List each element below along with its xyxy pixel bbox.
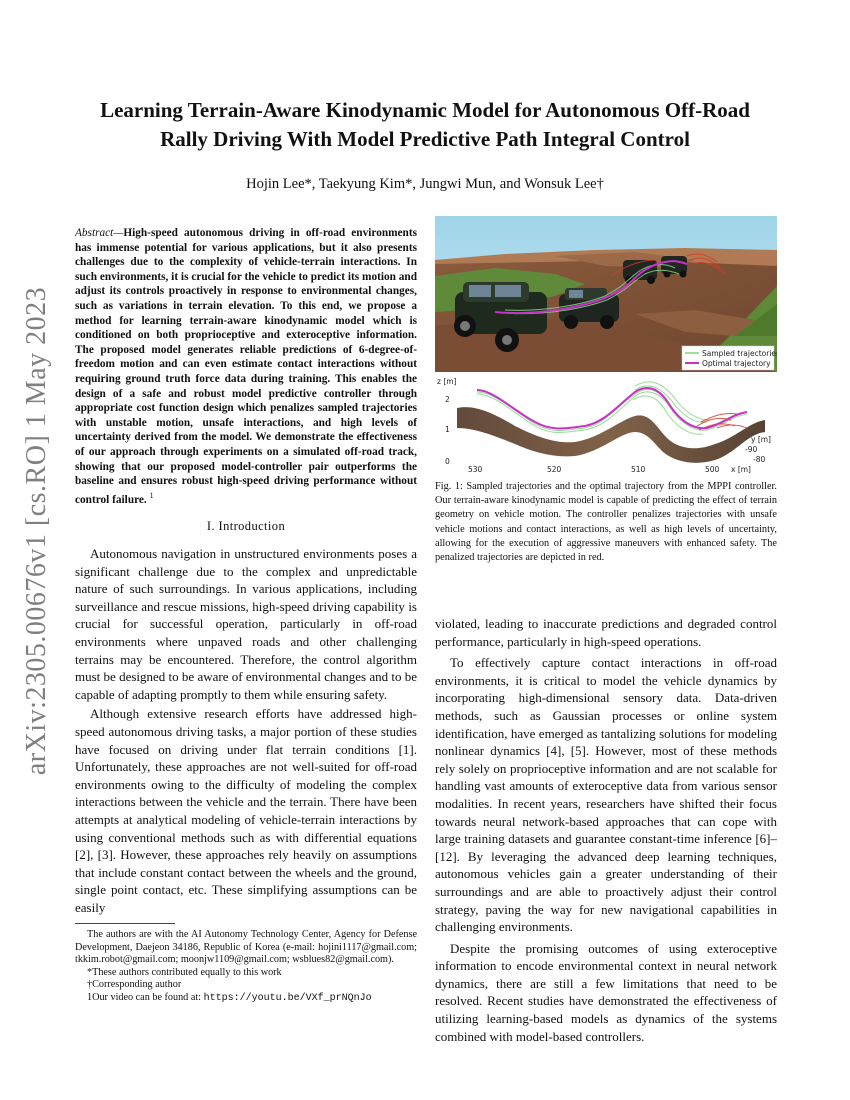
body-paragraph: violated, leading to inaccurate predictions and degraded control performance, particularly in high-speed operations. [435,616,777,649]
y-tick: -80 [753,455,766,464]
figure-1-graphic [435,216,777,478]
z-tick: 0 [445,457,450,466]
right-column-body [435,615,777,1045]
body-paragraph: To effectively capture contact interactions in off-road environments, it is critical to model the vehicle dynamics by incorporating high-dimensional sensory data. Data-driven methods, such as Gaussian processes or online system identification, have emerged as tantalizing solutions for modeling nonlinear dynamics [4], [5]. However, most of these methods rely solely on proprioceptive information and are not scalable for handling vast amounts of exteroceptive data from various sensor modalities. In recent years, researchers have shifted their focus towards neural network-based approaches that can cope with large training datasets and guarantee constant-time inference [6]–[12]. By leveraging the advanced deep learning techniques, autonomous vehicles gain a greater understanding of their surroundings and are able to proactively adjust their control strategy, paving the way for new navigational capabilities in challenging environments. [435,655,777,935]
footnote-equal-contribution: *These authors contributed equally to this work [87,966,282,978]
abstract-label: Abstract— [75,227,124,239]
section-heading-introduction: I. Introduction [206,519,286,533]
figure-caption: Fig. 1: Sampled trajectories and the optimal trajectory from the MPPI controller. Our terrain-aware kinodynamic model is capable of predicting the effect of terrain geometry on vehicle motion. The controller penalizes trajectories with unsafe vehicle motions and contact interactions, as well as high levels of uncertainty, allowing for the execution of aggressive maneuvers with enhanced safety. The penalized trajectories are depicted in red. [435,481,777,564]
footnote-affiliation: The authors are with the AI Autonomy Technology Center, Agency for Defense Development, Daejeon 34186, Republic of Korea (e-mail: hojini1117@gmail.com; tkkim.robot@gmail.com; moonjw1109@gmail.com; wsblues82@gmail.com). [75,929,417,966]
x-tick: 500 [705,465,720,474]
intro-paragraph: Autonomous navigation in unstructured environments poses a significant challenge due to the complex and unpredictable nature of such surroundings. In various applications, including surveillance and rescue missions, high-speed driving capability is crucial for successful operation, particularly in off-road environments where unpaved roads and other challenging terrains may be encountered. Therefore, the control algorithm must be designed to be aware of environmental changes and to be capable of adapting promptly to them while ensuring safety. [75,546,417,702]
footnote-video-label: 1Our video can be found at: [87,991,204,1003]
x-tick: 510 [631,465,646,474]
z-axis-label: z [m] [437,377,457,386]
trajectory-plot [437,377,771,474]
y-axis-label: y [m] [751,435,771,444]
footnote-video [75,992,417,1006]
author-list: Hojin Lee*, Taekyung Kim*, Jungwi Mun, and Wonsuk Lee† [246,176,604,192]
z-tick: 1 [445,425,450,434]
arxiv-id-text: arXiv:2305.00676v1 [cs.RO] 1 May 2023 [21,286,52,776]
body-paragraph: Despite the promising outcomes of using exteroceptive information to encode environmental context in neural network dynamics, there are still a few limitations that need to be resolved. Recent studies have demonstrated the effectiveness of utilizing learning-based models as dynamics of the systems combined with model-based controllers. [435,940,777,1044]
x-tick: 520 [547,465,562,474]
x-axis-label: x [m] [731,465,751,474]
video-link[interactable]: https://youtu.be/VXf_prNQnJo [203,992,372,1004]
introduction-body [75,545,417,916]
abstract-footnote-mark: 1 [149,490,154,500]
footnote-rule [75,923,175,924]
z-tick: 2 [445,395,450,404]
legend-sampled-label: Sampled trajectories [702,349,777,358]
terrain-ribbon [457,407,765,463]
footnotes [75,929,417,1006]
title-line-1: Learning Terrain-Aware Kinodynamic Model for Autonomous Off-Road [100,98,750,122]
intro-paragraph: Although extensive research efforts have addressed high-speed autonomous driving tasks, a major portion of these studies have focused on driving under flat terrain conditions [1]. Unfortunately, these approaches are not well-suited for off-road environments owing to the difficulty of modeling the complex interactions between the vehicle and the terrain. There have been attempts at analytical modeling of vehicle-terrain interactions by using conventional methods such as with differential equations [2], [3]. However, these approaches rely heavily on assumptions that include constant contact between the wheels and the ground, single point contact, etc. These simplifying assumptions can be easily [75,706,417,915]
figure-1 [435,216,777,478]
footnote-corresponding: †Corresponding author [87,979,182,991]
legend-optimal-label: Optimal trajectory [702,359,771,368]
arxiv-identifier [10,248,64,814]
figure-legend [682,346,777,370]
abstract-text: High-speed autonomous driving in off-road environments has immense potential for various applications, but it also presents challenges due to the complexity of vehicle-terrain interactions. In such environments, it is crucial for the vehicle to predict its motion and adjust its controls proactively in response to environmental changes, such as variations in terrain elevation. To this end, we propose a method for learning terrain-aware kinodynamic model which is conditioned on both proprioceptive and exteroceptive information. The proposed model generates reliable predictions of 6-degree-of-freedom motion and can even estimate contact interactions without requiring ground truth force data during training. This enables the design of a safe and robust model predictive controller through appropriate cost function design which penalizes sampled trajectories with unstable motion, unsafe interactions, and high levels of uncertainty derived from the model. We demonstrate the effectiveness of our approach through experiments on a simulated off-road track, showing that our proposed model-controller pair outperforms the baseline and ensures robust high-speed driving performance without control failure. [75,227,417,506]
x-tick: 530 [468,465,483,474]
abstract [75,226,417,507]
paper-title [60,96,790,154]
title-line-2: Rally Driving With Model Predictive Path Integral Control [160,127,690,151]
y-tick: -90 [745,445,758,454]
